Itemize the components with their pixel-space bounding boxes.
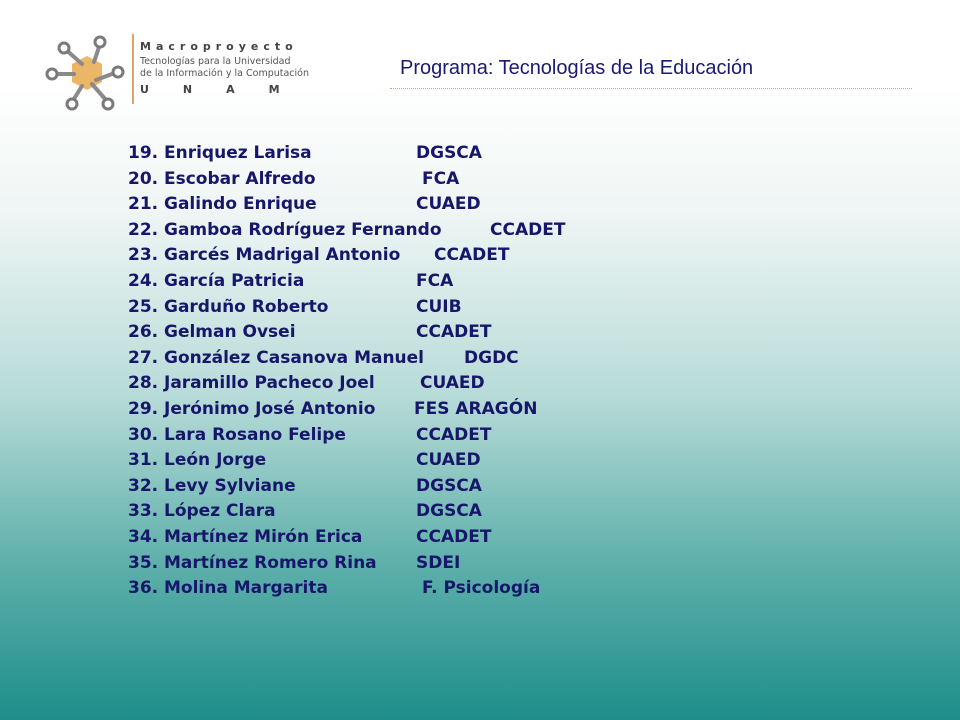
item-name: García Patricia — [164, 270, 305, 291]
item-institution: CUAED — [416, 450, 481, 471]
item-number: 26. — [128, 322, 159, 343]
logo-line-2: de la Información y la Computación — [140, 68, 310, 79]
item-name: Garcés Madrigal Antonio — [164, 245, 401, 266]
item-number: 28. — [128, 373, 159, 394]
item-number: 33. — [128, 501, 159, 522]
item-number: 23. — [128, 245, 159, 266]
item-number: 24. — [128, 270, 159, 291]
item-name: Jaramillo Pacheco Joel — [164, 373, 375, 394]
item-institution: DGSCA — [416, 501, 482, 522]
item-name: Enriquez Larisa — [164, 143, 312, 163]
item-institution: SDEI — [416, 552, 461, 573]
item-institution: CCADET — [434, 245, 510, 266]
item-name: Martínez Mirón Erica — [164, 526, 363, 547]
item-number: 34. — [128, 526, 159, 547]
item-number: 20. — [128, 168, 159, 189]
item-institution: DGDC — [464, 347, 519, 368]
item-institution: CUAED — [420, 373, 485, 394]
item-institution: F. Psicología — [422, 578, 541, 599]
item-number: 30. — [128, 424, 159, 445]
logo-text — [140, 40, 314, 96]
item-number: 25. — [128, 296, 159, 317]
item-number: 21. — [128, 194, 159, 215]
item-name: Martínez Romero Rina — [164, 552, 377, 573]
macroproyecto-logo-icon — [44, 34, 130, 114]
item-name: Galindo Enrique — [164, 194, 317, 215]
item-institution: CCADET — [416, 424, 492, 445]
item-number: 27. — [128, 347, 159, 368]
item-institution: CCADET — [490, 219, 566, 240]
item-institution: CUAED — [416, 194, 481, 215]
item-name: Jerónimo José Antonio — [164, 398, 376, 419]
item-name: Molina Margarita — [164, 578, 328, 599]
item-name: Garduño Roberto — [164, 296, 329, 317]
item-name: Levy Sylviane — [164, 475, 296, 496]
item-name: López Clara — [164, 501, 276, 522]
logo-line-1: Tecnologías para la Universidad — [140, 56, 291, 67]
item-number: 36. — [128, 578, 159, 599]
item-name: Gelman Ovsei — [164, 322, 296, 343]
item-institution: CCADET — [416, 526, 492, 547]
program-title: Programa: Tecnologías de la Educación — [400, 57, 754, 79]
item-institution: FES ARAGÓN — [414, 398, 538, 419]
item-name: León Jorge — [164, 450, 267, 471]
item-institution: FCA — [416, 270, 454, 291]
item-name: Gamboa Rodríguez Fernando — [164, 219, 442, 240]
item-institution: DGSCA — [416, 143, 482, 163]
item-institution: CUIB — [416, 296, 462, 317]
item-institution: DGSCA — [416, 475, 482, 496]
item-number: 29. — [128, 398, 159, 419]
item-name: Escobar Alfredo — [164, 168, 316, 189]
item-number: 35. — [128, 552, 159, 573]
item-institution: CCADET — [416, 322, 492, 343]
item-number: 31. — [128, 450, 159, 471]
header-divider — [390, 88, 912, 89]
item-number: 32. — [128, 475, 159, 496]
item-institution: FCA — [422, 168, 460, 189]
item-number: 22. — [128, 219, 159, 240]
item-name: González Casanova Manuel — [164, 347, 425, 368]
logo-title: Macroproyecto — [140, 40, 298, 53]
logo-divider — [132, 34, 134, 104]
item-number: 19. — [128, 143, 159, 163]
item-name: Lara Rosano Felipe — [164, 424, 346, 445]
logo-unam: UNAM — [140, 83, 314, 96]
